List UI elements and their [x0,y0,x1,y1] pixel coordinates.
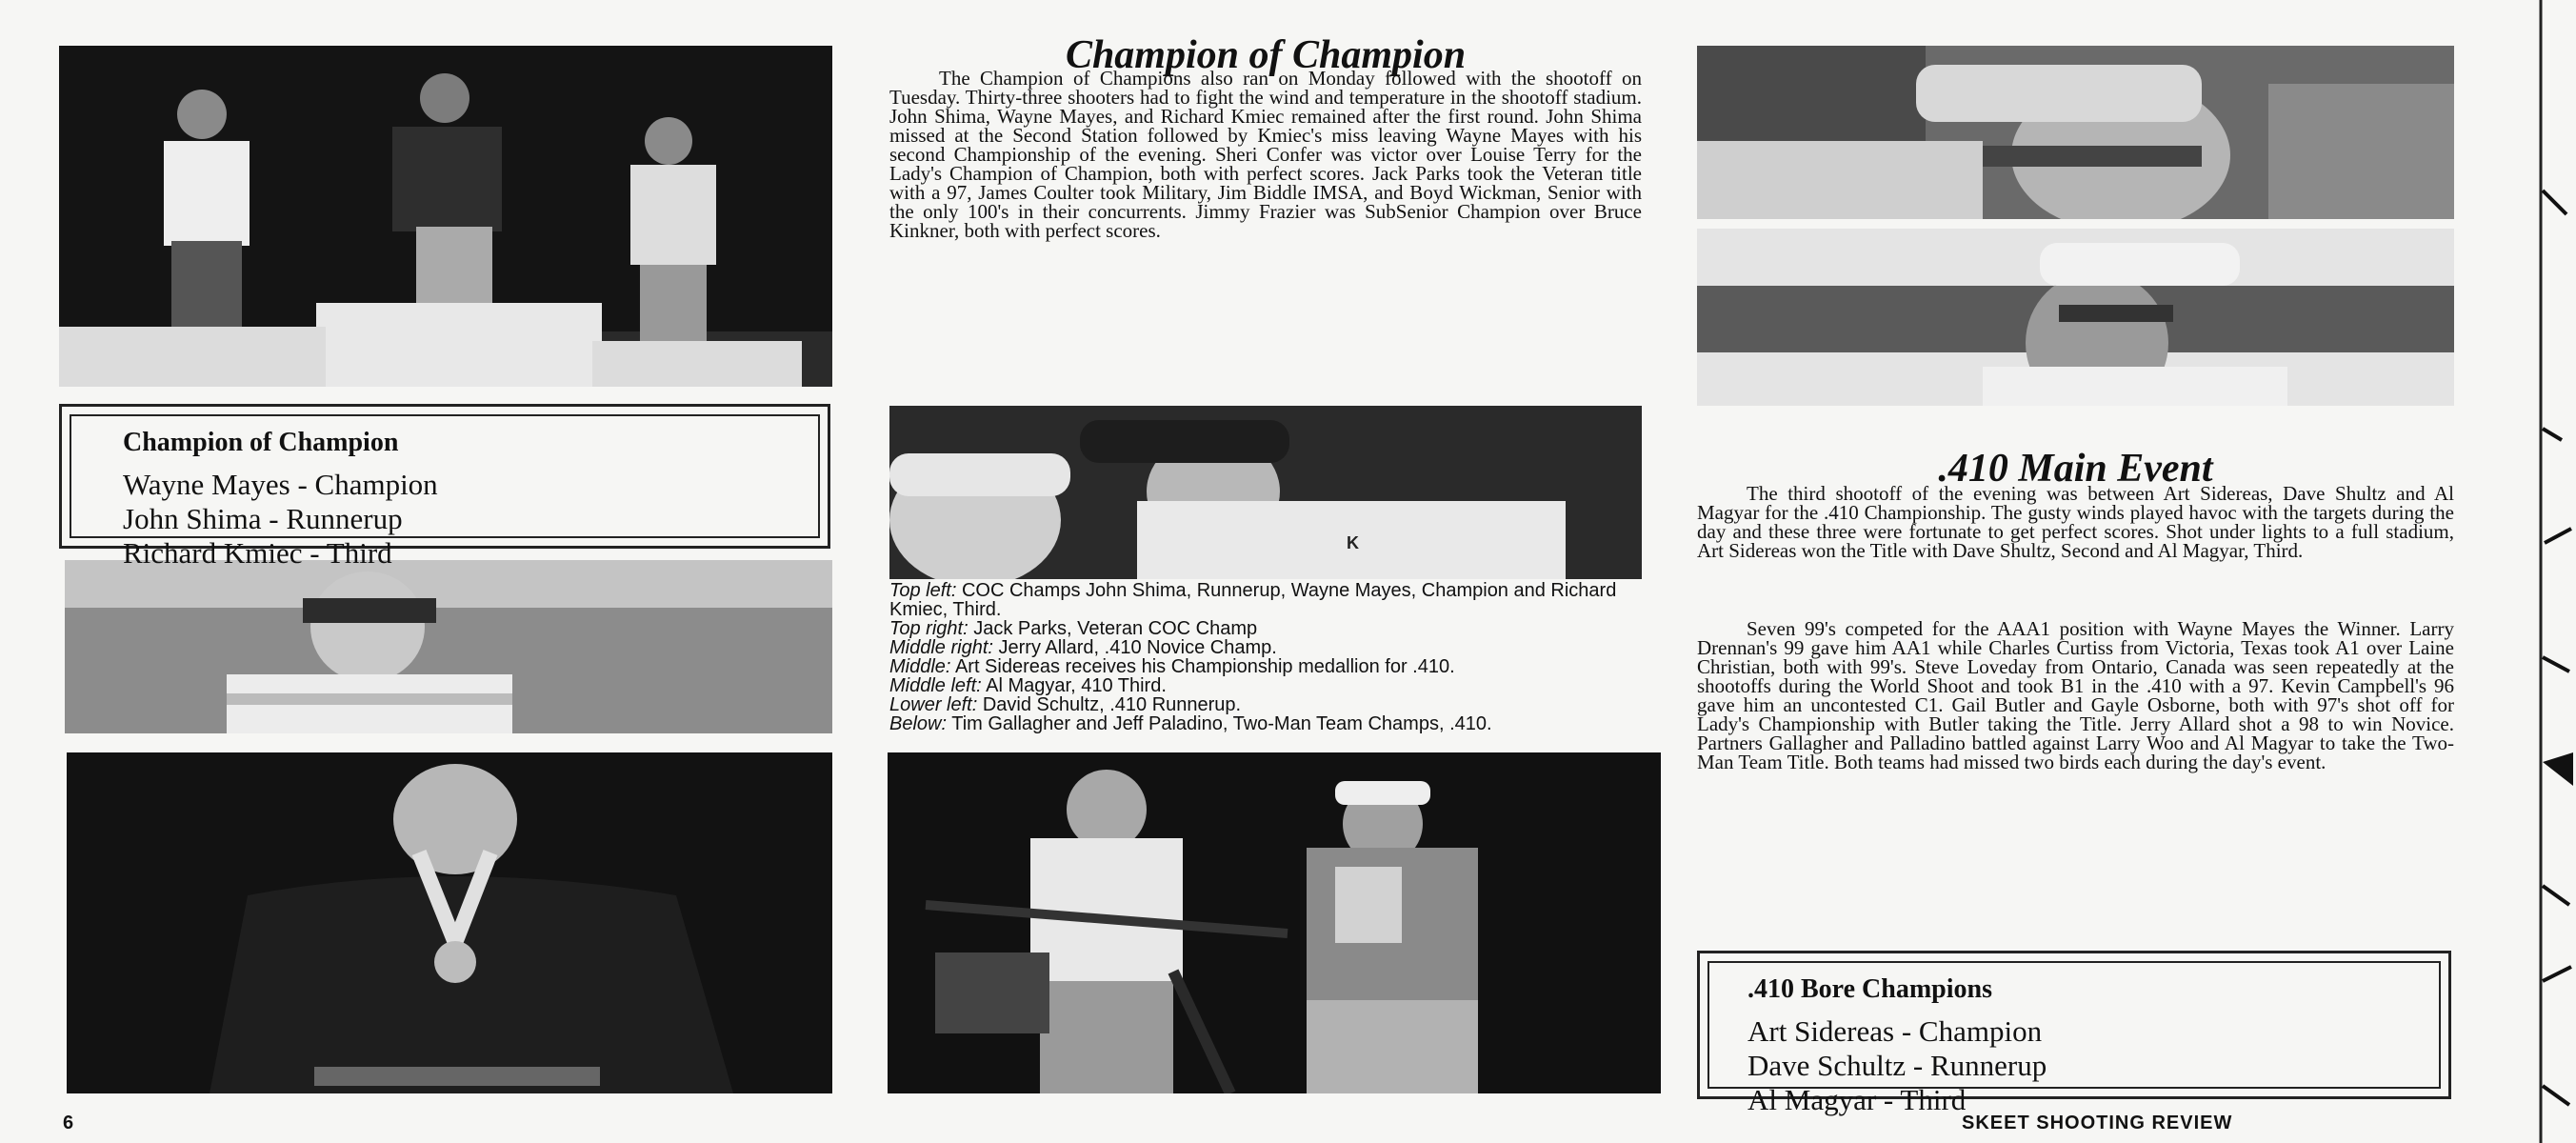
coc-article-body: The Champion of Champions also ran on Monday followed with the shootoff on Tuesday. Thirty-three shooters had to fight the wind and temperature in the shootoff stadium. John Shima, Wayne Mayes, and Richard Kmiec remained after the first round. John Shima missed at the Second Station followed by Kmiec's miss leaving Wayne Mayes with his second Championship of the evening. Sheri Confer was victor over Louise Terry for the Lady's Champion of Champion, both with perfect scores. Jack Parks took the Veteran title with a 97, James Coulter took Military, Jim Biddle IMSA, and Boyd Wickman, Senior with the only 100's in their concurrents. Jimmy Frazier was SubSenior Champion over Bruce Kinkner, both with perfect scores. [889,67,1642,242]
photo-captions [889,581,1642,733]
caption-item: Middle left: Al Magyar, 410 Third. [889,675,1167,696]
publication-name: SKEET SHOOTING REVIEW [1962,1113,2233,1133]
main-event-para-1: The third shootoff of the evening was between Art Sidereas, Dave Shultz and Al Magyar for the .410 Championship. The gusty winds played havoc with the targets during the day and these three were fortunate to get perfect scores. Shot under lights to a full stadium, Art Sidereas won the Title with Dave Shultz, Second and Al Magyar, Third. [1697,482,2454,562]
main-event-para-2: Seven 99's competed for the AAA1 position with Wayne Mayes the Winner. Larry Drennan's 99 gave him AA1 while Charles Curtiss from Victoria, Texas took A1 over Laine Christian, both with 99's. Steve Loveday from Ontario, Canada was seen repeatedly at the shootoffs during the World Shoot and took B1 in the .410 with a 97. Kevin Campbell's 96 gave him an uncontested C1. Gail Butler and Gayle Osborne, both with 97's shot off for Lady's Championship with Butler taking the Title. Jerry Allard shot a 98 to win Novice. Partners Gallagher and Palladino battled against Larry Woo and Al Magyar to take the Two-Man Team Title. Both teams had missed two birds each during the day's event. [1697,617,2454,773]
caption-item: Top left: COC Champs John Shima, Runnerup, Wayne Mayes, Champion and Richard Kmiec, Third. [889,580,1617,620]
svg-text:K: K [1347,533,1359,552]
coc-results-box [59,404,830,570]
photo-jack-parks [1697,46,2454,219]
photo-art-sidereas-medallion [889,406,1642,579]
coc-box-title: Champion of Champion [123,428,399,457]
photo-jerry-allard [1697,229,2454,406]
caption-item: Top right: Jack Parks, Veteran COC Champ [889,618,1258,639]
bore-box-line-1: Art Sidereas - Champion [1747,1014,2043,1048]
bore-results-box [1697,951,2451,1116]
photo-two-man-team [888,752,1661,1093]
photo-al-magyar [65,560,832,733]
caption-item: Lower left: David Schultz, .410 Runnerup. [889,694,1242,715]
bore-box-title: .410 Bore Champions [1747,974,1992,1004]
page-number: 6 [63,1113,74,1133]
binding-edge-marks [2514,0,2576,1143]
caption-item: Middle: Art Sidereas receives his Championship medallion for .410. [889,656,1455,677]
coc-article-heading: Champion of Champion [1065,33,1467,77]
bore-box-line-2: Dave Schultz - Runnerup [1747,1049,2047,1082]
caption-item: Below: Tim Gallagher and Jeff Paladino, Two-Man Team Champs, .410. [889,713,1492,734]
coc-box-line-2: John Shima - Runnerup [123,502,403,535]
bore-box-line-3: Al Magyar - Third [1747,1083,1967,1116]
caption-item: Middle right: Jerry Allard, .410 Novice Champ. [889,637,1277,658]
photo-coc-champs-podium [59,46,832,387]
coc-box-line-3: Richard Kmiec - Third [123,536,392,570]
coc-box-line-1: Wayne Mayes - Champion [123,468,438,501]
photo-david-schultz [67,752,832,1093]
main-event-heading: .410 Main Event [1938,447,2213,491]
